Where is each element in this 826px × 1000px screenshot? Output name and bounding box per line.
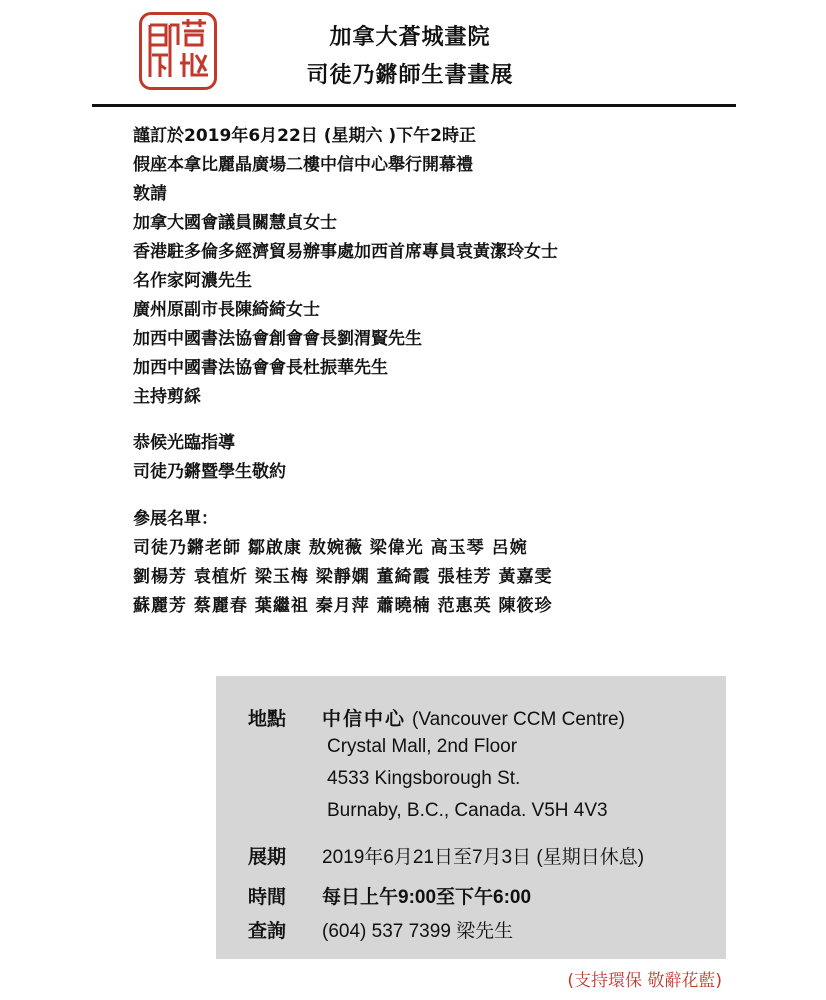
address-line: Burnaby, B.C., Canada. V5H 4V3 — [327, 800, 608, 821]
exhibition-title: 司徒乃鏘師生書畫展 — [306, 63, 514, 88]
contact-value: (604) 537 7399 梁先生 — [322, 921, 514, 942]
participants-row: 劉楊芳 袁植炘 梁玉梅 梁靜嫻 董綺霞 張桂芳 黃嘉雯 — [133, 567, 553, 587]
participants-list — [133, 534, 753, 621]
contact-row — [248, 916, 513, 943]
participants-heading: 參展名單： — [133, 509, 218, 529]
header-divider — [92, 104, 736, 107]
invitation-line: 主持剪綵 — [133, 387, 201, 407]
event-info-box — [216, 676, 726, 959]
eco-note: (支持環保 敬辭花藍) — [567, 971, 722, 991]
invitation-line: 假座本拿比麗晶廣場二樓中信中心舉行開幕禮 — [133, 155, 473, 175]
hours-row — [248, 882, 531, 909]
hours-label: 時間 — [248, 886, 287, 908]
venue-row — [248, 704, 625, 731]
invitation-line: 廣州原副市長陳綺綺女士 — [133, 300, 320, 320]
venue-name-cn: 中信中心 — [322, 709, 407, 730]
contact-label: 查詢 — [248, 920, 287, 942]
invitation-line: 敦請 — [133, 184, 167, 204]
dates-value: 2019年6月21日至7月3日 (星期日休息) — [322, 847, 645, 868]
invitation-line: 香港駐多倫多經濟貿易辦事處加西首席專員袁黃潔玲女士 — [133, 242, 558, 262]
invitation-line: 加西中國書法協會會長杜振華先生 — [133, 358, 388, 378]
invitation-line: 名作家阿濃先生 — [133, 271, 252, 291]
invitation-body — [133, 122, 753, 621]
seal-stamp-logo — [139, 12, 217, 90]
invitation-line: 加拿大國會議員關慧貞女士 — [133, 213, 337, 233]
hours-value: 每日上午9:00至下午6:00 — [322, 887, 532, 908]
participants-row: 蘇麗芳 蔡麗春 葉繼祖 秦月萍 蕭曉楠 范惠英 陳筱珍 — [133, 596, 553, 616]
closing-line: 司徒乃鏘暨學生敬約 — [133, 462, 286, 482]
invitation-line: 謹訂於2019年6月22日 (星期六 )下午2時正 — [133, 126, 477, 146]
seal-stamp-graphic — [142, 15, 214, 87]
dates-label: 展期 — [248, 846, 287, 868]
dates-row — [248, 842, 644, 869]
venue-name-en: (Vancouver CCM Centre) — [412, 709, 625, 730]
venue-label: 地點 — [248, 708, 287, 730]
exhibition-organizer-title: 加拿大蒼城畫院 — [329, 25, 491, 50]
invitation-line: 加西中國書法協會創會會長劉渭賢先生 — [133, 329, 422, 349]
participants-row: 司徒乃鏘老師 鄒啟康 敖婉薇 梁偉光 高玉琴 呂婉 — [133, 538, 528, 558]
address-line: Crystal Mall, 2nd Floor — [327, 736, 518, 757]
closing-line: 恭候光臨指導 — [133, 433, 235, 453]
address-line: 4533 Kingsborough St. — [327, 768, 521, 789]
